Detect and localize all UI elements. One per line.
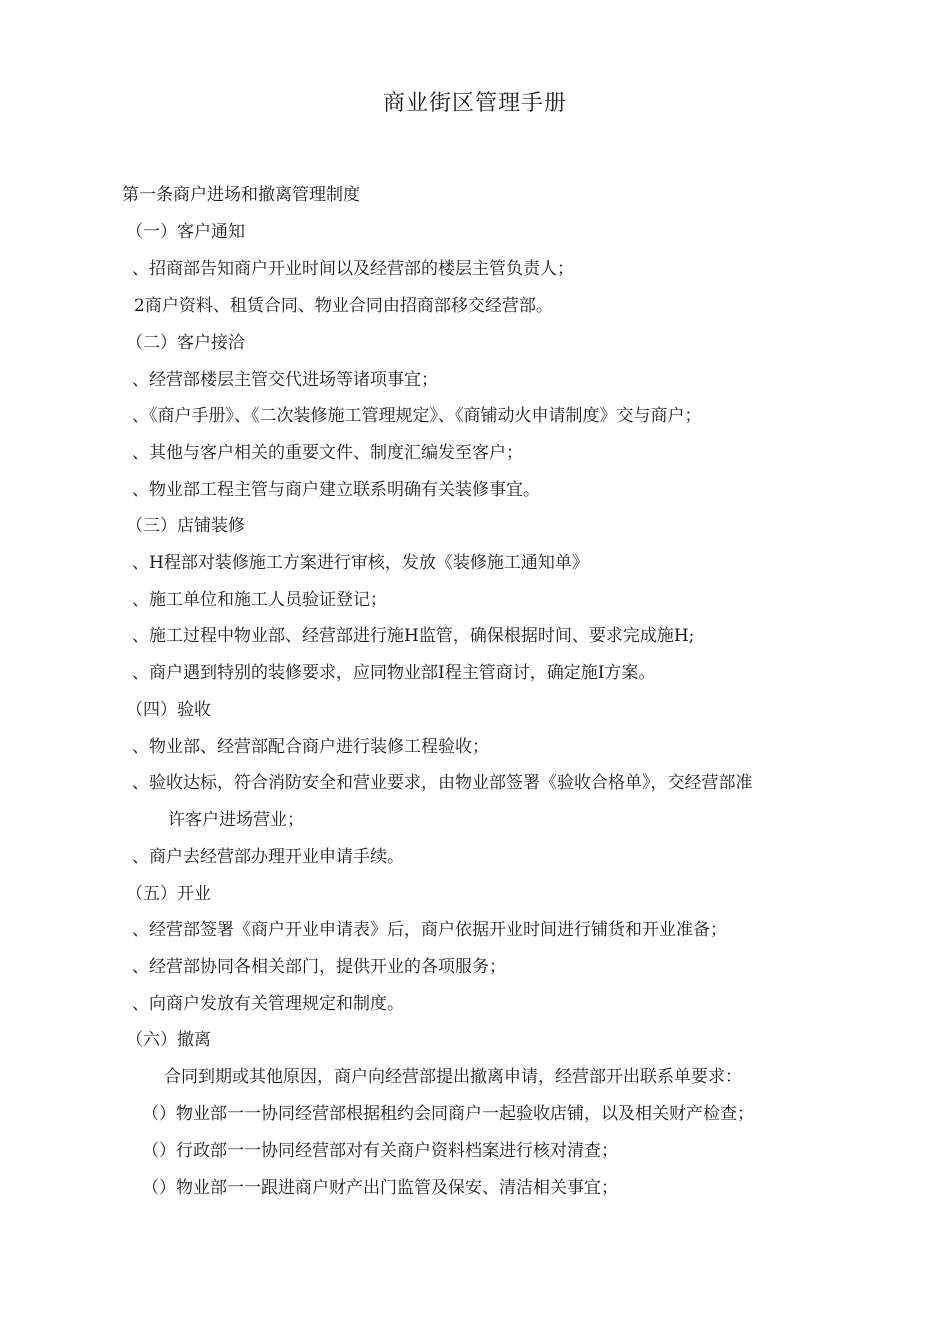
- list-item: 、H程部对装修施工方案进行审核，发放《装修施工通知单》: [132, 553, 589, 573]
- article-heading: 第一条商户进场和撤离管理制度: [122, 185, 360, 205]
- list-item: 、商户遇到特别的装修要求，应同物业部I程主管商讨，确定施I方案。: [132, 663, 656, 683]
- list-item: 、其他与客户相关的重要文件、制度汇编发至客户；: [132, 443, 523, 463]
- list-item: 、商户去经营部办理开业申请手续。: [132, 847, 404, 867]
- section-heading-5: （五）开业: [126, 884, 211, 904]
- list-item: 、向商户发放有关管理规定和制度。: [132, 994, 404, 1014]
- list-item: 、验收达标，符合消防安全和营业要求，由物业部签署《验收合格单》，交经营部准: [132, 773, 753, 793]
- list-item: 、施工单位和施工人员验证登记；: [132, 590, 387, 610]
- list-item: （）行政部一一协同经营部对有关商户资料档案进行核对清查；: [142, 1141, 618, 1161]
- list-item: 、物业部工程主管与商户建立联系明确有关装修事宜。: [132, 480, 540, 500]
- list-item: 、《商户手册》、《二次装修施工管理规定》、《商铺动火申请制度》交与商户；: [132, 406, 702, 426]
- list-item: 、经营部签署《商户开业申请表》后，商户依据开业时间进行铺货和开业准备；: [132, 920, 727, 940]
- document-title: 商业街区管理手册: [382, 91, 567, 116]
- section-heading-1: （一）客户通知: [126, 222, 245, 242]
- section-heading-4: （四）验收: [126, 700, 211, 720]
- section-heading-2: （二）客户接洽: [126, 333, 245, 353]
- list-item: （）物业部一一协同经营部根据租约会同商户一起验收店铺，以及相关财产检查；: [142, 1104, 754, 1124]
- list-item: 、招商部告知商户开业时间以及经营部的楼层主管负责人；: [132, 259, 574, 279]
- list-item: 、物业部、经营部配合商户进行装修工程验收；: [132, 737, 489, 757]
- section-heading-3: （三）店铺装修: [126, 516, 245, 536]
- list-item: 、经营部楼层主管交代进场等诸项事宜；: [132, 370, 438, 390]
- list-item: 2商户资料、租赁合同、物业合同由招商部移交经营部。: [134, 296, 553, 316]
- list-item: 、施工过程中物业部、经营部进行施H监管，确保根据时间、要求完成施H;: [132, 626, 695, 646]
- paragraph: 合同到期或其他原因，商户向经营部提出撤离申请，经营部开出联系单要求：: [164, 1067, 742, 1087]
- list-item: 、经营部协同各相关部门，提供开业的各项服务；: [132, 957, 506, 977]
- section-heading-6: （六）撤离: [126, 1030, 211, 1050]
- list-item: （）物业部一一跟进商户财产出门监管及保安、清洁相关事宜；: [142, 1178, 618, 1198]
- list-item-continuation: 许客户进场营业；: [168, 810, 304, 830]
